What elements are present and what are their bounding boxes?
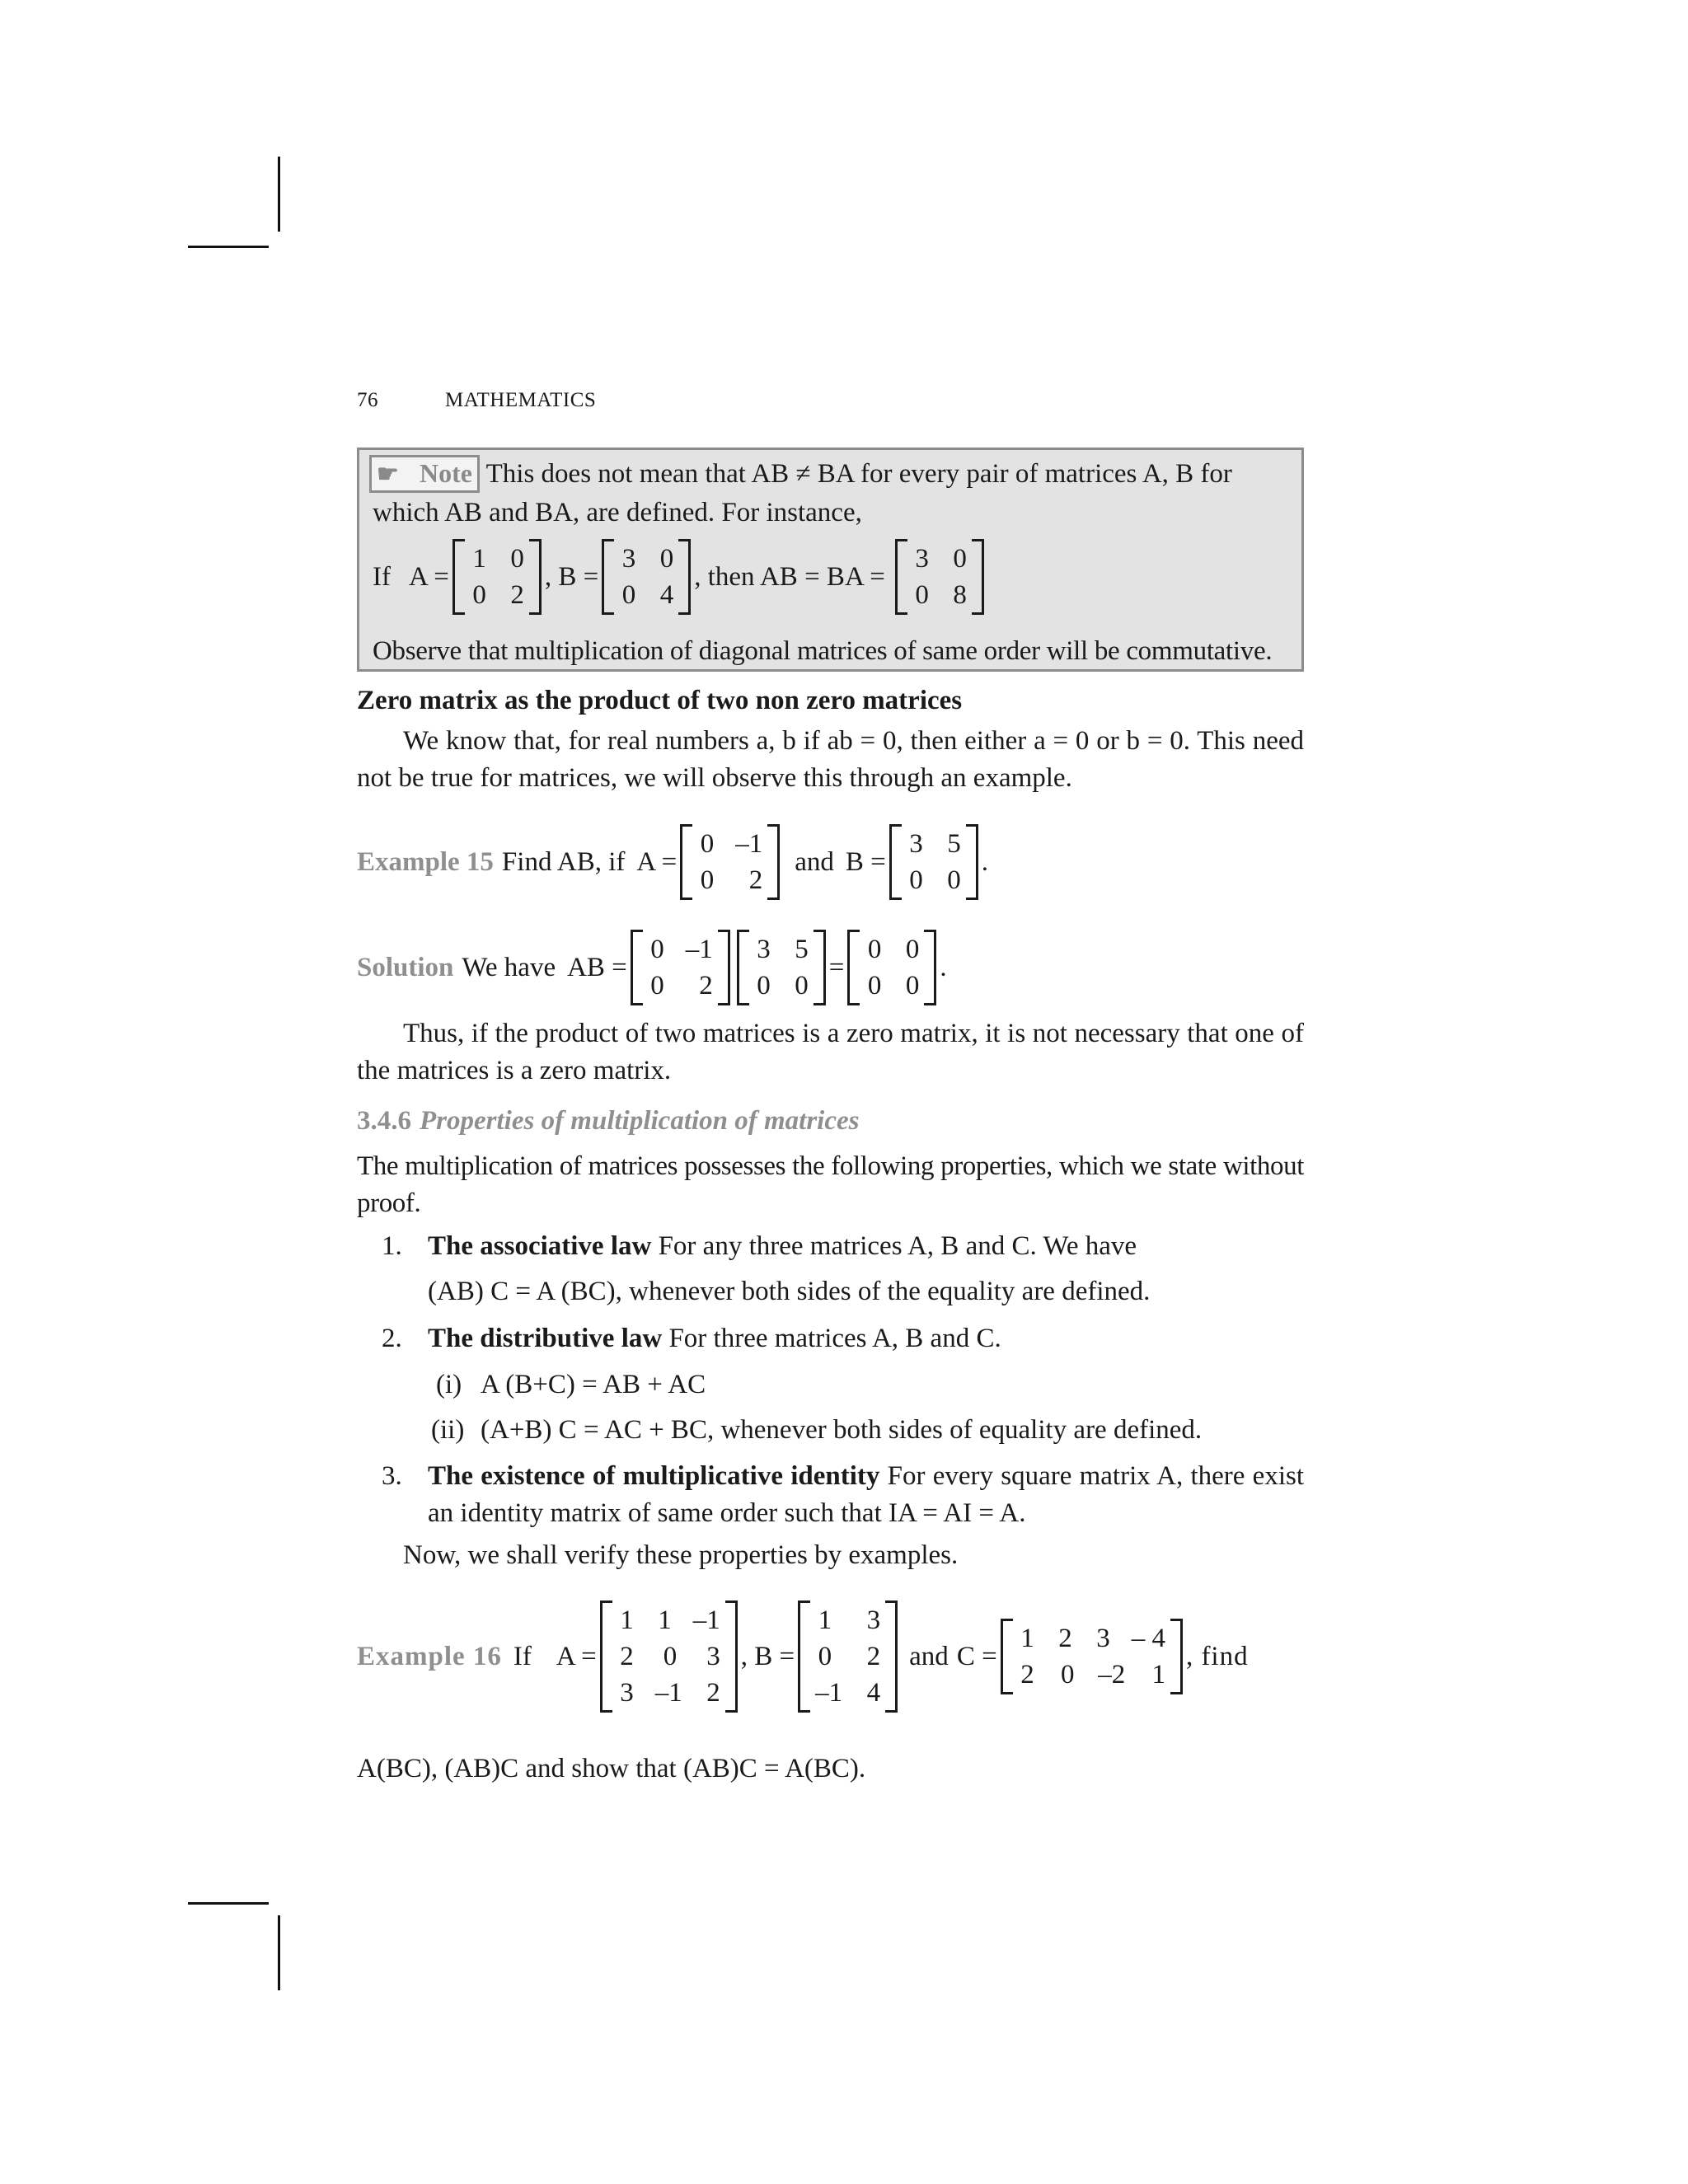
note-box [357, 448, 1304, 672]
matrix-cell: 0 [659, 544, 674, 574]
matrix-cell: 2 [866, 1642, 881, 1671]
matrix-cell: 2 [699, 971, 713, 1001]
verify-paragraph: Now, we shall verify these properties by examples. [403, 1540, 959, 1570]
matrix-cell: 0 [650, 971, 664, 1001]
matrix-cell: 2 [620, 1642, 634, 1671]
right-bracket [678, 539, 691, 615]
property-2-ii: (ii) (A+B) C = AC + BC, whenever both sides of equality are defined. [431, 1415, 1203, 1445]
note-tag: ☛ Note [369, 455, 480, 493]
section-heading-zero-matrix: Zero matrix as the product of two non zero matrices [357, 686, 963, 715]
crop-mark-bottom-horizontal [188, 1902, 269, 1905]
running-head [357, 389, 596, 412]
crop-mark-top-vertical [278, 157, 280, 232]
left-bracket [889, 824, 902, 900]
property-2: 2. The distributive law For three matrices A, B and C. [382, 1324, 1001, 1353]
property-3: 3. The existence of multiplicative identity For every square matrix A, there exist an identity matrix of same order such that IA = AI = A. [382, 1461, 1305, 1528]
matrix-cell: 1 [818, 1605, 832, 1635]
matrix-row [815, 1602, 880, 1638]
left-bracket [895, 539, 907, 615]
matrix-row [912, 541, 967, 577]
right-bracket [718, 930, 730, 1005]
property-1: 1. The associative law For any three matrices A, B and C. We have [382, 1231, 1137, 1261]
matrix-row [754, 968, 809, 1004]
matrix-row [648, 968, 713, 1004]
matrix-row [697, 826, 762, 862]
matrix-cell: 0 [700, 865, 715, 895]
matrix-cell: –1 [685, 935, 713, 964]
right-bracket [529, 539, 542, 615]
matrix-row [912, 577, 967, 613]
zero-matrix-paragraph: We know that, for real numbers a, b if ab = 0, then either a = 0 or b = 0. This need not be true for matrices, we will observe this through an example. [357, 726, 1304, 793]
example-15: Example 15 Find AB, if A = 0 –1 0 2 and B = 3 5 0 0 . [357, 824, 988, 900]
matrix-row [619, 577, 673, 613]
note-matrix-ab [895, 539, 984, 615]
example-15-matrix-b [889, 824, 978, 900]
matrix-cell: 2 [748, 865, 763, 895]
matrix-row [1018, 1620, 1165, 1657]
matrix-cell: 0 [867, 971, 882, 1001]
section-3-4-6-heading: 3.4.6 Properties of multiplication of matrices [357, 1106, 860, 1136]
matrix-cell: 0 [915, 580, 929, 610]
matrix-cell: 3 [915, 544, 929, 574]
left-bracket [600, 1601, 612, 1713]
matrix-cell: 0 [510, 544, 524, 574]
matrix-cell: 0 [818, 1642, 832, 1671]
left-bracket [1001, 1619, 1013, 1694]
matrix-cell: 1 [1151, 1660, 1165, 1690]
matrix-row [907, 862, 961, 898]
right-bracket [767, 824, 780, 900]
example-16-matrix-b [798, 1601, 898, 1713]
matrix-cell: 3 [866, 1605, 881, 1635]
right-bracket [924, 930, 936, 1005]
solution-result-matrix [847, 930, 936, 1005]
matrix-cell: 3 [621, 544, 636, 574]
matrix-cell: 0 [909, 865, 923, 895]
solution-15: Solution We have AB = 0 –1 0 2 3 5 0 0 = 0 0 0 0 . [357, 930, 947, 1005]
right-bracket [972, 539, 984, 615]
matrix-row [907, 826, 961, 862]
page-number: 76 [357, 389, 378, 411]
matrix-cell: –1 [815, 1678, 843, 1708]
example-16-line-2: A(BC), (AB)C and show that (AB)C = A(BC). [357, 1754, 866, 1783]
matrix-cell: 5 [795, 935, 809, 964]
matrix-row [470, 577, 524, 613]
note-line-1: ☛ Note This does not mean that AB ≠ BA for every pair of matrices A, B for [369, 455, 1296, 493]
note-line-2: which AB and BA, are defined. For instance, [373, 498, 862, 527]
example-15-label: Example 15 [357, 846, 494, 877]
note-matrix-a [452, 539, 542, 615]
matrix-cell: 0 [700, 829, 715, 859]
matrix-cell: 0 [947, 865, 961, 895]
matrix-cell: 5 [947, 829, 961, 859]
example-16-matrix-a [600, 1601, 738, 1713]
property-2-i: (i) A (B+C) = AB + AC [436, 1370, 706, 1399]
matrix-cell: 4 [659, 580, 674, 610]
matrix-cell: 1 [658, 1605, 672, 1635]
property-1-sub: (AB) C = A (BC), whenever both sides of the equality are defined. [428, 1277, 1151, 1306]
matrix-cell: 0 [621, 580, 636, 610]
matrix-cell: –1 [735, 829, 763, 859]
matrix-cell: 0 [650, 935, 664, 964]
matrix-row [617, 1675, 720, 1711]
matrix-cell: 2 [706, 1678, 720, 1708]
matrix-row [617, 1638, 720, 1675]
note-matrix-b [602, 539, 691, 615]
matrix-row [648, 931, 713, 968]
matrix-cell: –2 [1098, 1660, 1126, 1690]
left-bracket [847, 930, 860, 1005]
matrix-cell: 8 [953, 580, 967, 610]
right-bracket [725, 1601, 738, 1713]
matrix-row [815, 1675, 880, 1711]
solution-matrix-1 [631, 930, 730, 1005]
matrix-cell: 0 [472, 580, 486, 610]
note-line-3: Observe that multiplication of diagonal matrices of same order will be commutative. [373, 636, 1273, 666]
running-title: MATHEMATICS [445, 389, 597, 411]
thus-paragraph: Thus, if the product of two matrices is a zero matrix, it is not necessary that one of the matrices is a zero matrix. [357, 1019, 1304, 1085]
matrix-row [470, 541, 524, 577]
matrix-row [619, 541, 673, 577]
matrix-cell: 0 [757, 971, 771, 1001]
matrix-cell: 0 [953, 544, 967, 574]
matrix-cell: 2 [510, 580, 524, 610]
matrix-cell: 0 [867, 935, 882, 964]
left-bracket [737, 930, 749, 1005]
matrix-row [1018, 1657, 1165, 1693]
matrix-cell: 3 [620, 1678, 634, 1708]
matrix-cell: 3 [706, 1642, 720, 1671]
matrix-row [865, 968, 919, 1004]
matrix-cell: – 4 [1131, 1624, 1165, 1653]
solution-matrix-2 [737, 930, 826, 1005]
matrix-cell: 0 [795, 971, 809, 1001]
matrix-cell: –1 [654, 1678, 682, 1708]
example-16-matrix-c [1001, 1619, 1183, 1694]
left-bracket [452, 539, 465, 615]
example-15-matrix-a [680, 824, 780, 900]
section-3-4-6-intro: The multiplication of matrices possesses the following properties, which we state without proof. [357, 1151, 1304, 1218]
note-equation: If A = 1 0 0 2 , B = 3 0 0 4 , then AB = BA = 3 0 0 8 [373, 539, 987, 615]
matrix-cell: 0 [905, 935, 920, 964]
matrix-cell: 2 [1020, 1660, 1034, 1690]
crop-mark-top-horizontal [188, 246, 269, 248]
right-bracket [966, 824, 978, 900]
matrix-cell: –1 [692, 1605, 720, 1635]
matrix-cell: 1 [472, 544, 486, 574]
left-bracket [798, 1601, 810, 1713]
matrix-row [865, 931, 919, 968]
left-bracket [680, 824, 692, 900]
matrix-row [815, 1638, 880, 1675]
matrix-cell: 3 [1096, 1624, 1110, 1653]
right-bracket [1170, 1619, 1183, 1694]
matrix-cell: 0 [905, 971, 920, 1001]
solution-label: Solution [357, 952, 454, 982]
matrix-row [697, 862, 762, 898]
matrix-cell: 2 [1058, 1624, 1072, 1653]
matrix-cell: 3 [909, 829, 923, 859]
matrix-cell: 1 [620, 1605, 634, 1635]
matrix-cell: 1 [1020, 1624, 1034, 1653]
right-bracket [885, 1601, 898, 1713]
matrix-cell: 0 [663, 1642, 678, 1671]
left-bracket [602, 539, 614, 615]
matrix-cell: 0 [1060, 1660, 1075, 1690]
pointing-hand-icon: ☛ [377, 461, 399, 488]
example-16: Example 16 If A = 1 1 –1 2 0 3 3 –1 2 , B = 1 3 0 2 –1 4 and C = 1 2 3 – 4 2 0 –2 1 , find [357, 1601, 1304, 1713]
matrix-row [617, 1602, 720, 1638]
matrix-row [754, 931, 809, 968]
example-16-label: Example 16 [357, 1641, 502, 1671]
right-bracket [814, 930, 826, 1005]
crop-mark-bottom-vertical [278, 1915, 280, 1990]
left-bracket [631, 930, 643, 1005]
matrix-cell: 4 [866, 1678, 881, 1708]
matrix-cell: 3 [757, 935, 771, 964]
